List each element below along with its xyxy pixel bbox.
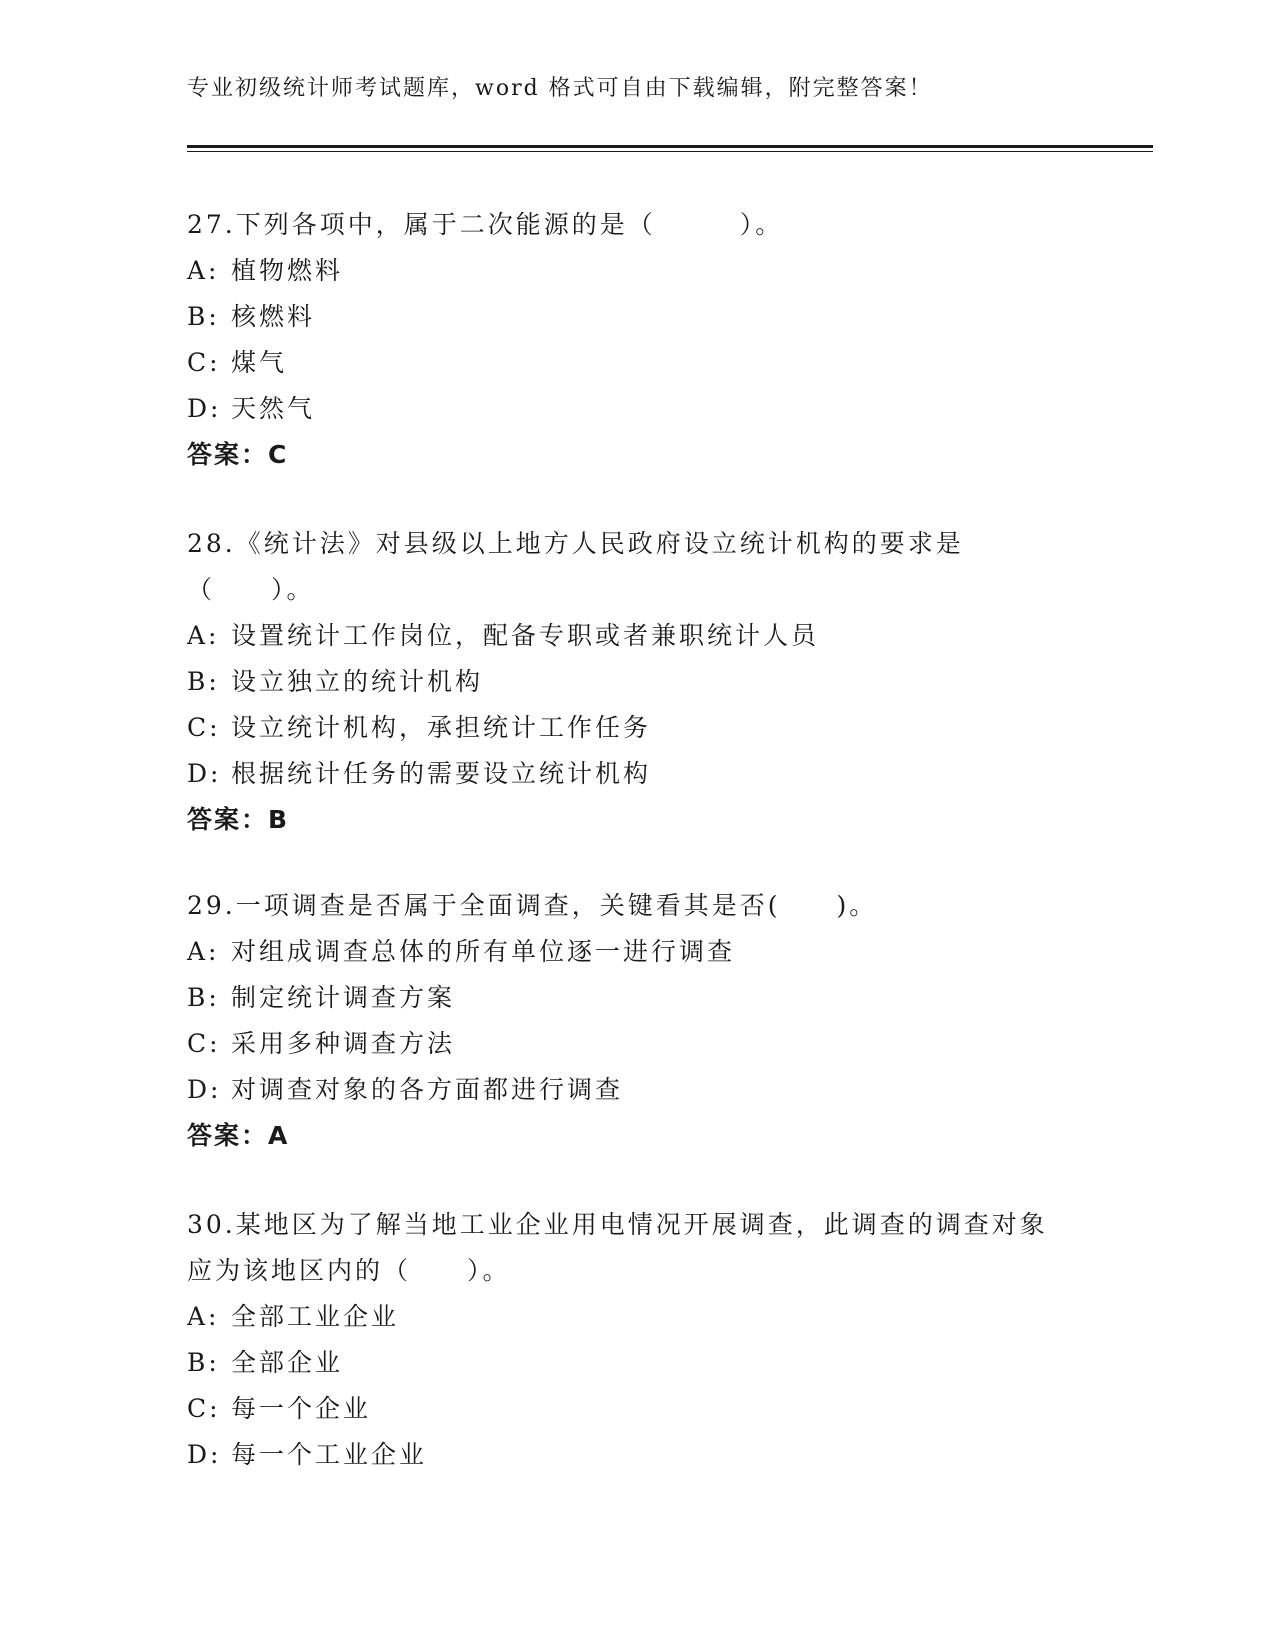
option-text: 植物燃料	[231, 256, 344, 285]
option-letter: D:	[187, 394, 222, 423]
option-d	[187, 1067, 1087, 1113]
option-d	[187, 751, 1087, 797]
option-b	[187, 1340, 1087, 1386]
option-letter: A:	[187, 1302, 220, 1331]
option-text: 对组成调查总体的所有单位逐一进行调查	[231, 937, 736, 966]
option-letter: D:	[187, 759, 222, 788]
option-b	[187, 294, 1087, 340]
option-b	[187, 659, 1087, 705]
option-a	[187, 1294, 1087, 1340]
question-27	[187, 202, 1087, 478]
question-28	[187, 521, 1087, 843]
option-a	[187, 613, 1087, 659]
option-letter: B:	[187, 302, 220, 331]
option-text: 天然气	[231, 394, 316, 423]
option-a	[187, 929, 1087, 975]
option-c	[187, 1386, 1087, 1432]
option-b	[187, 975, 1087, 1021]
option-letter: C:	[187, 1394, 221, 1423]
option-letter: D:	[187, 1440, 222, 1469]
answer-line: 答案：A	[187, 1121, 290, 1150]
option-c	[187, 705, 1087, 751]
option-text: 设立统计机构，承担统计工作任务	[231, 713, 652, 742]
page-header: 专业初级统计师考试题库，word 格式可自由下载编辑，附完整答案！	[187, 76, 933, 101]
option-letter: A:	[187, 621, 220, 650]
answer-line: 答案：B	[187, 805, 290, 834]
option-text: 设立独立的统计机构	[231, 667, 484, 696]
option-letter: B:	[187, 667, 220, 696]
answer-line: 答案：C	[187, 440, 289, 469]
question-stem: 30.某地区为了解当地工业企业用电情况开展调查，此调查的调查对象应为该地区内的（ ）。	[187, 1210, 1048, 1285]
question-stem: 27.下列各项中，属于二次能源的是（ ）。	[187, 210, 784, 239]
option-c	[187, 1021, 1087, 1067]
option-letter: C:	[187, 348, 221, 377]
option-text: 设置统计工作岗位，配备专职或者兼职统计人员	[231, 621, 820, 650]
question-stem: 29.一项调查是否属于全面调查，关键看其是否( )。	[187, 891, 878, 920]
option-letter: D:	[187, 1075, 222, 1104]
option-text: 每一个工业企业	[231, 1440, 428, 1469]
option-letter: A:	[187, 256, 220, 285]
option-c	[187, 340, 1087, 386]
header-rule-thick	[187, 145, 1153, 148]
option-text: 对调查对象的各方面都进行调查	[231, 1075, 624, 1104]
option-text: 煤气	[231, 348, 288, 377]
option-text: 根据统计任务的需要设立统计机构	[231, 759, 652, 788]
option-text: 核燃料	[231, 302, 316, 331]
option-text: 每一个企业	[231, 1394, 372, 1423]
option-letter: C:	[187, 713, 221, 742]
option-text: 全部企业	[231, 1348, 344, 1377]
header-rule-thin	[187, 151, 1153, 152]
option-d	[187, 1432, 1087, 1478]
option-d	[187, 386, 1087, 432]
option-letter: B:	[187, 1348, 220, 1377]
question-stem: 28.《统计法》对县级以上地方人民政府设立统计机构的要求是（ ）。	[187, 529, 964, 604]
option-a	[187, 248, 1087, 294]
option-letter: C:	[187, 1029, 221, 1058]
question-30	[187, 1202, 1087, 1478]
option-letter: A:	[187, 937, 220, 966]
question-29	[187, 883, 1087, 1159]
option-letter: B:	[187, 983, 220, 1012]
option-text: 制定统计调查方案	[231, 983, 456, 1012]
option-text: 全部工业企业	[231, 1302, 400, 1331]
option-text: 采用多种调查方法	[231, 1029, 456, 1058]
